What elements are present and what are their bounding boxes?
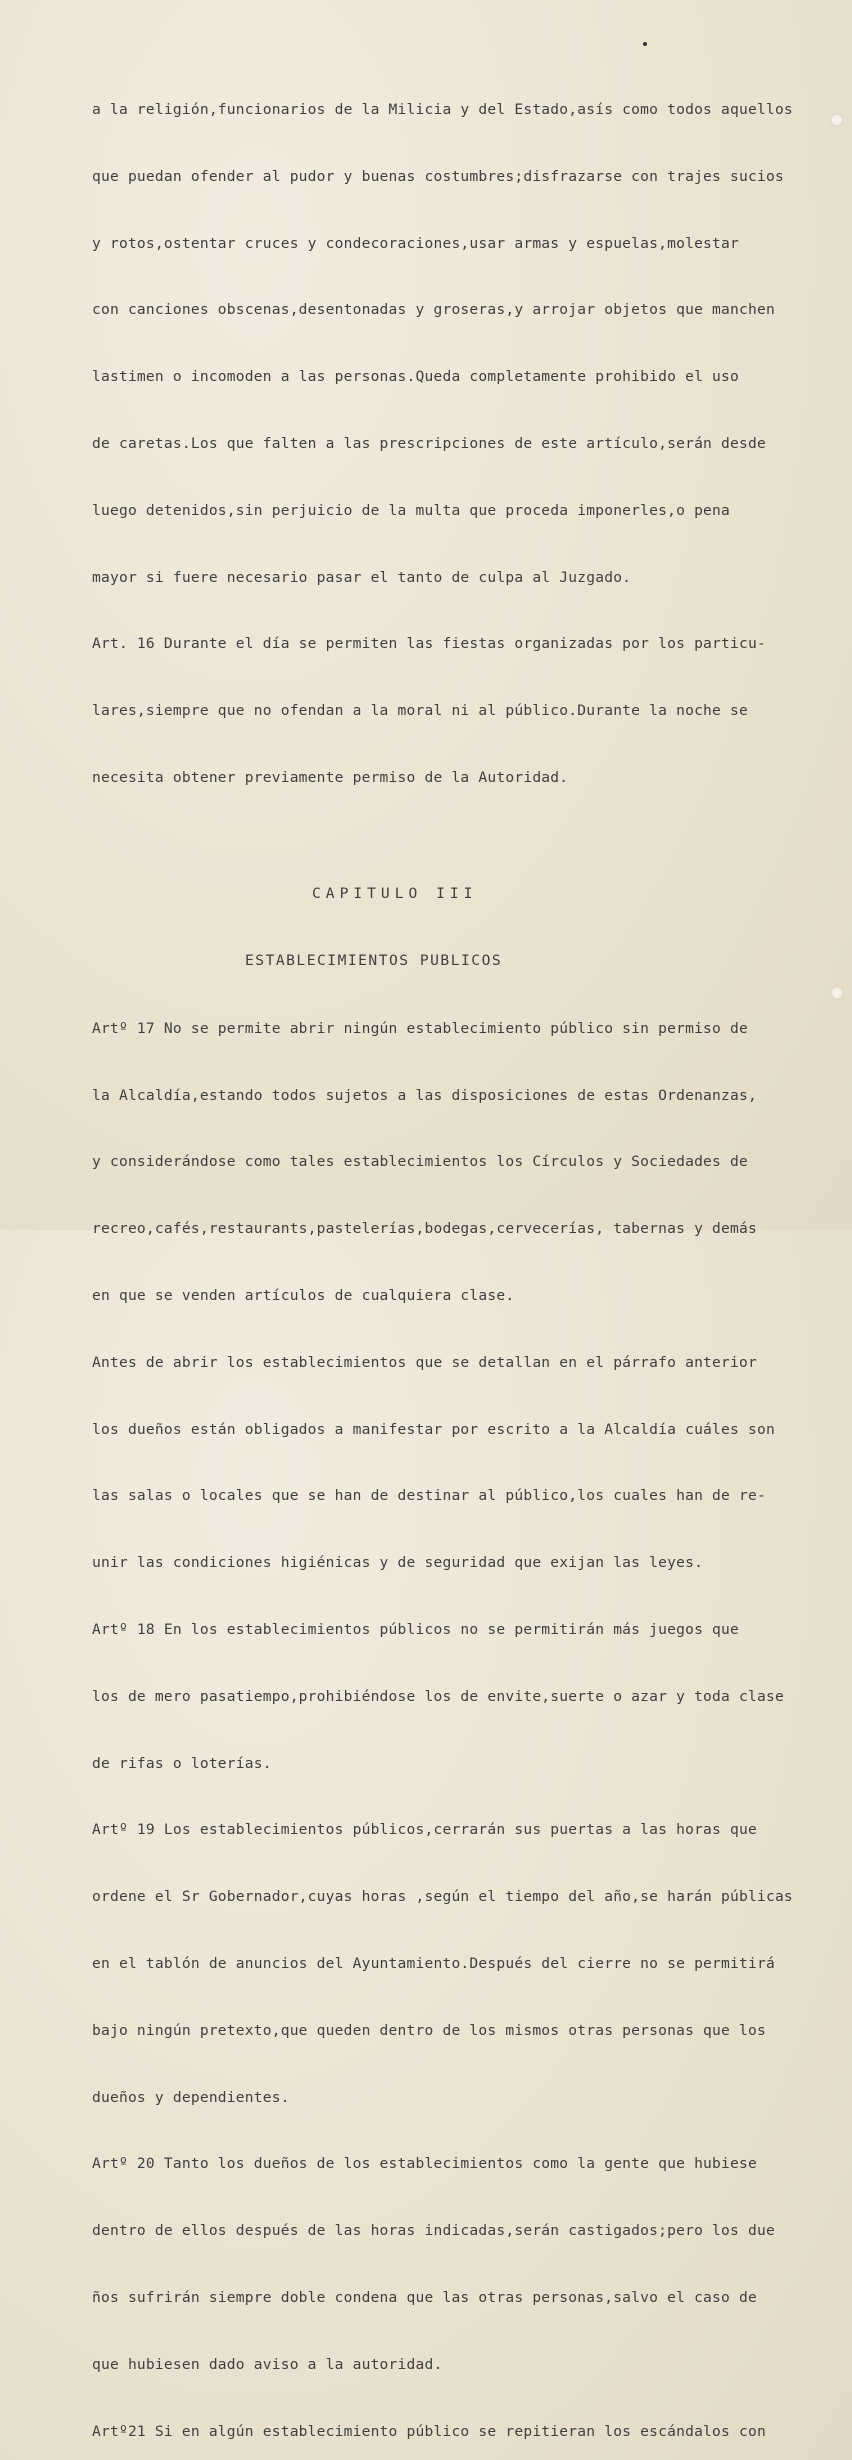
- text-line: Art. 16 Durante el día se permiten las fiestas organizadas por los particu-: [92, 635, 766, 653]
- ink-dot: [643, 42, 647, 46]
- text-line: Artº 18 En los establecimientos públicos no se permitirán más juegos que: [92, 1620, 740, 1638]
- text-line: y rotos,ostentar cruces y condecoraciones,usar armas y espuelas,molestar: [92, 234, 740, 252]
- text-line: dentro de ellos después de las horas indicadas,serán castigados;pero los due: [92, 2222, 775, 2240]
- text-line: a la religión,funcionarios de la Milicia y del Estado,asís como todos aquellos: [92, 101, 793, 118]
- chapter-heading: CAPITULO III: [312, 884, 478, 902]
- text-line: bajo ningún pretexto,que queden dentro de los mismos otras personas que los: [92, 2021, 766, 2039]
- text-line: Artº21 Si en algún establecimiento público se repitieran los escándalos con: [92, 2422, 766, 2440]
- text-line: que puedan ofender al pudor y buenas costumbres;disfrazarse con trajes sucios: [92, 167, 784, 185]
- text-line: dueños y dependientes.: [92, 2088, 290, 2106]
- text-line: que hubiesen dado aviso a la autoridad.: [92, 2355, 443, 2373]
- text-line: los dueños están obligados a manifestar por escrito a la Alcaldía cuáles son: [92, 1420, 775, 1438]
- text-line: Artº 20 Tanto los dueños de los establecimientos como la gente que hubiese: [92, 2155, 757, 2173]
- text-line: con canciones obscenas,desentonadas y groseras,y arrojar objetos que manchen: [92, 301, 775, 319]
- text-line: de rifas o loterías.: [92, 1754, 272, 1772]
- text-line: las salas o locales que se han de destinar al público,los cuales han de re-: [92, 1487, 766, 1505]
- text-line: ordene el Sr Gobernador,cuyas horas ,según el tiempo del año,se harán públicas: [92, 1888, 793, 1906]
- typewritten-text: [92, 60, 832, 2460]
- text-line: recreo,cafés,restaurants,pastelerías,bodegas,cervecerías, tabernas y demás: [92, 1220, 757, 1238]
- text-line: la Alcaldía,estando todos sujetos a las disposiciones de estas Ordenanzas,: [92, 1086, 757, 1104]
- text-line: necesita obtener previamente permiso de la Autoridad.: [92, 768, 569, 786]
- text-line: Antes de abrir los establecimientos que se detallan en el párrafo anterior: [92, 1353, 757, 1371]
- text-line: lares,siempre que no ofendan a la moral ni al público.Durante la noche se: [92, 702, 748, 720]
- text-line: de caretas.Los que falten a las prescripciones de este artículo,serán desde: [92, 434, 766, 452]
- text-line: unir las condiciones higiénicas y de seguridad que exijan las leyes.: [92, 1554, 704, 1572]
- text-line: mayor si fuere necesario pasar el tanto de culpa al Juzgado.: [92, 568, 632, 586]
- text-line: ños sufrirán siempre doble condena que las otras personas,salvo el caso de: [92, 2288, 757, 2306]
- blank-line: [92, 829, 832, 845]
- text-line: lastimen o incomoden a las personas.Queda completamente prohibido el uso: [92, 368, 740, 386]
- text-line: los de mero pasatiempo,prohibiéndose los de envite,suerte o azar y toda clase: [92, 1687, 784, 1705]
- text-line: en el tablón de anuncios del Ayuntamiento.Después del cierre no se permitirá: [92, 1954, 775, 1972]
- text-line: Artº 19 Los establecimientos públicos,cerrarán sus puertas a las horas que: [92, 1821, 757, 1839]
- text-line: luego detenidos,sin perjuicio de la multa que proceda imponerles,o pena: [92, 501, 731, 519]
- text-line: en que se venden artículos de cualquiera clase.: [92, 1286, 515, 1304]
- punch-hole: [830, 113, 844, 127]
- section-heading: ESTABLECIMIENTOS PUBLICOS: [245, 951, 503, 969]
- text-line: y considerándose como tales establecimientos los Círculos y Sociedades de: [92, 1153, 748, 1171]
- punch-hole: [830, 986, 844, 1000]
- text-line: Artº 17 No se permite abrir ningún establecimiento público sin permiso de: [92, 1019, 748, 1037]
